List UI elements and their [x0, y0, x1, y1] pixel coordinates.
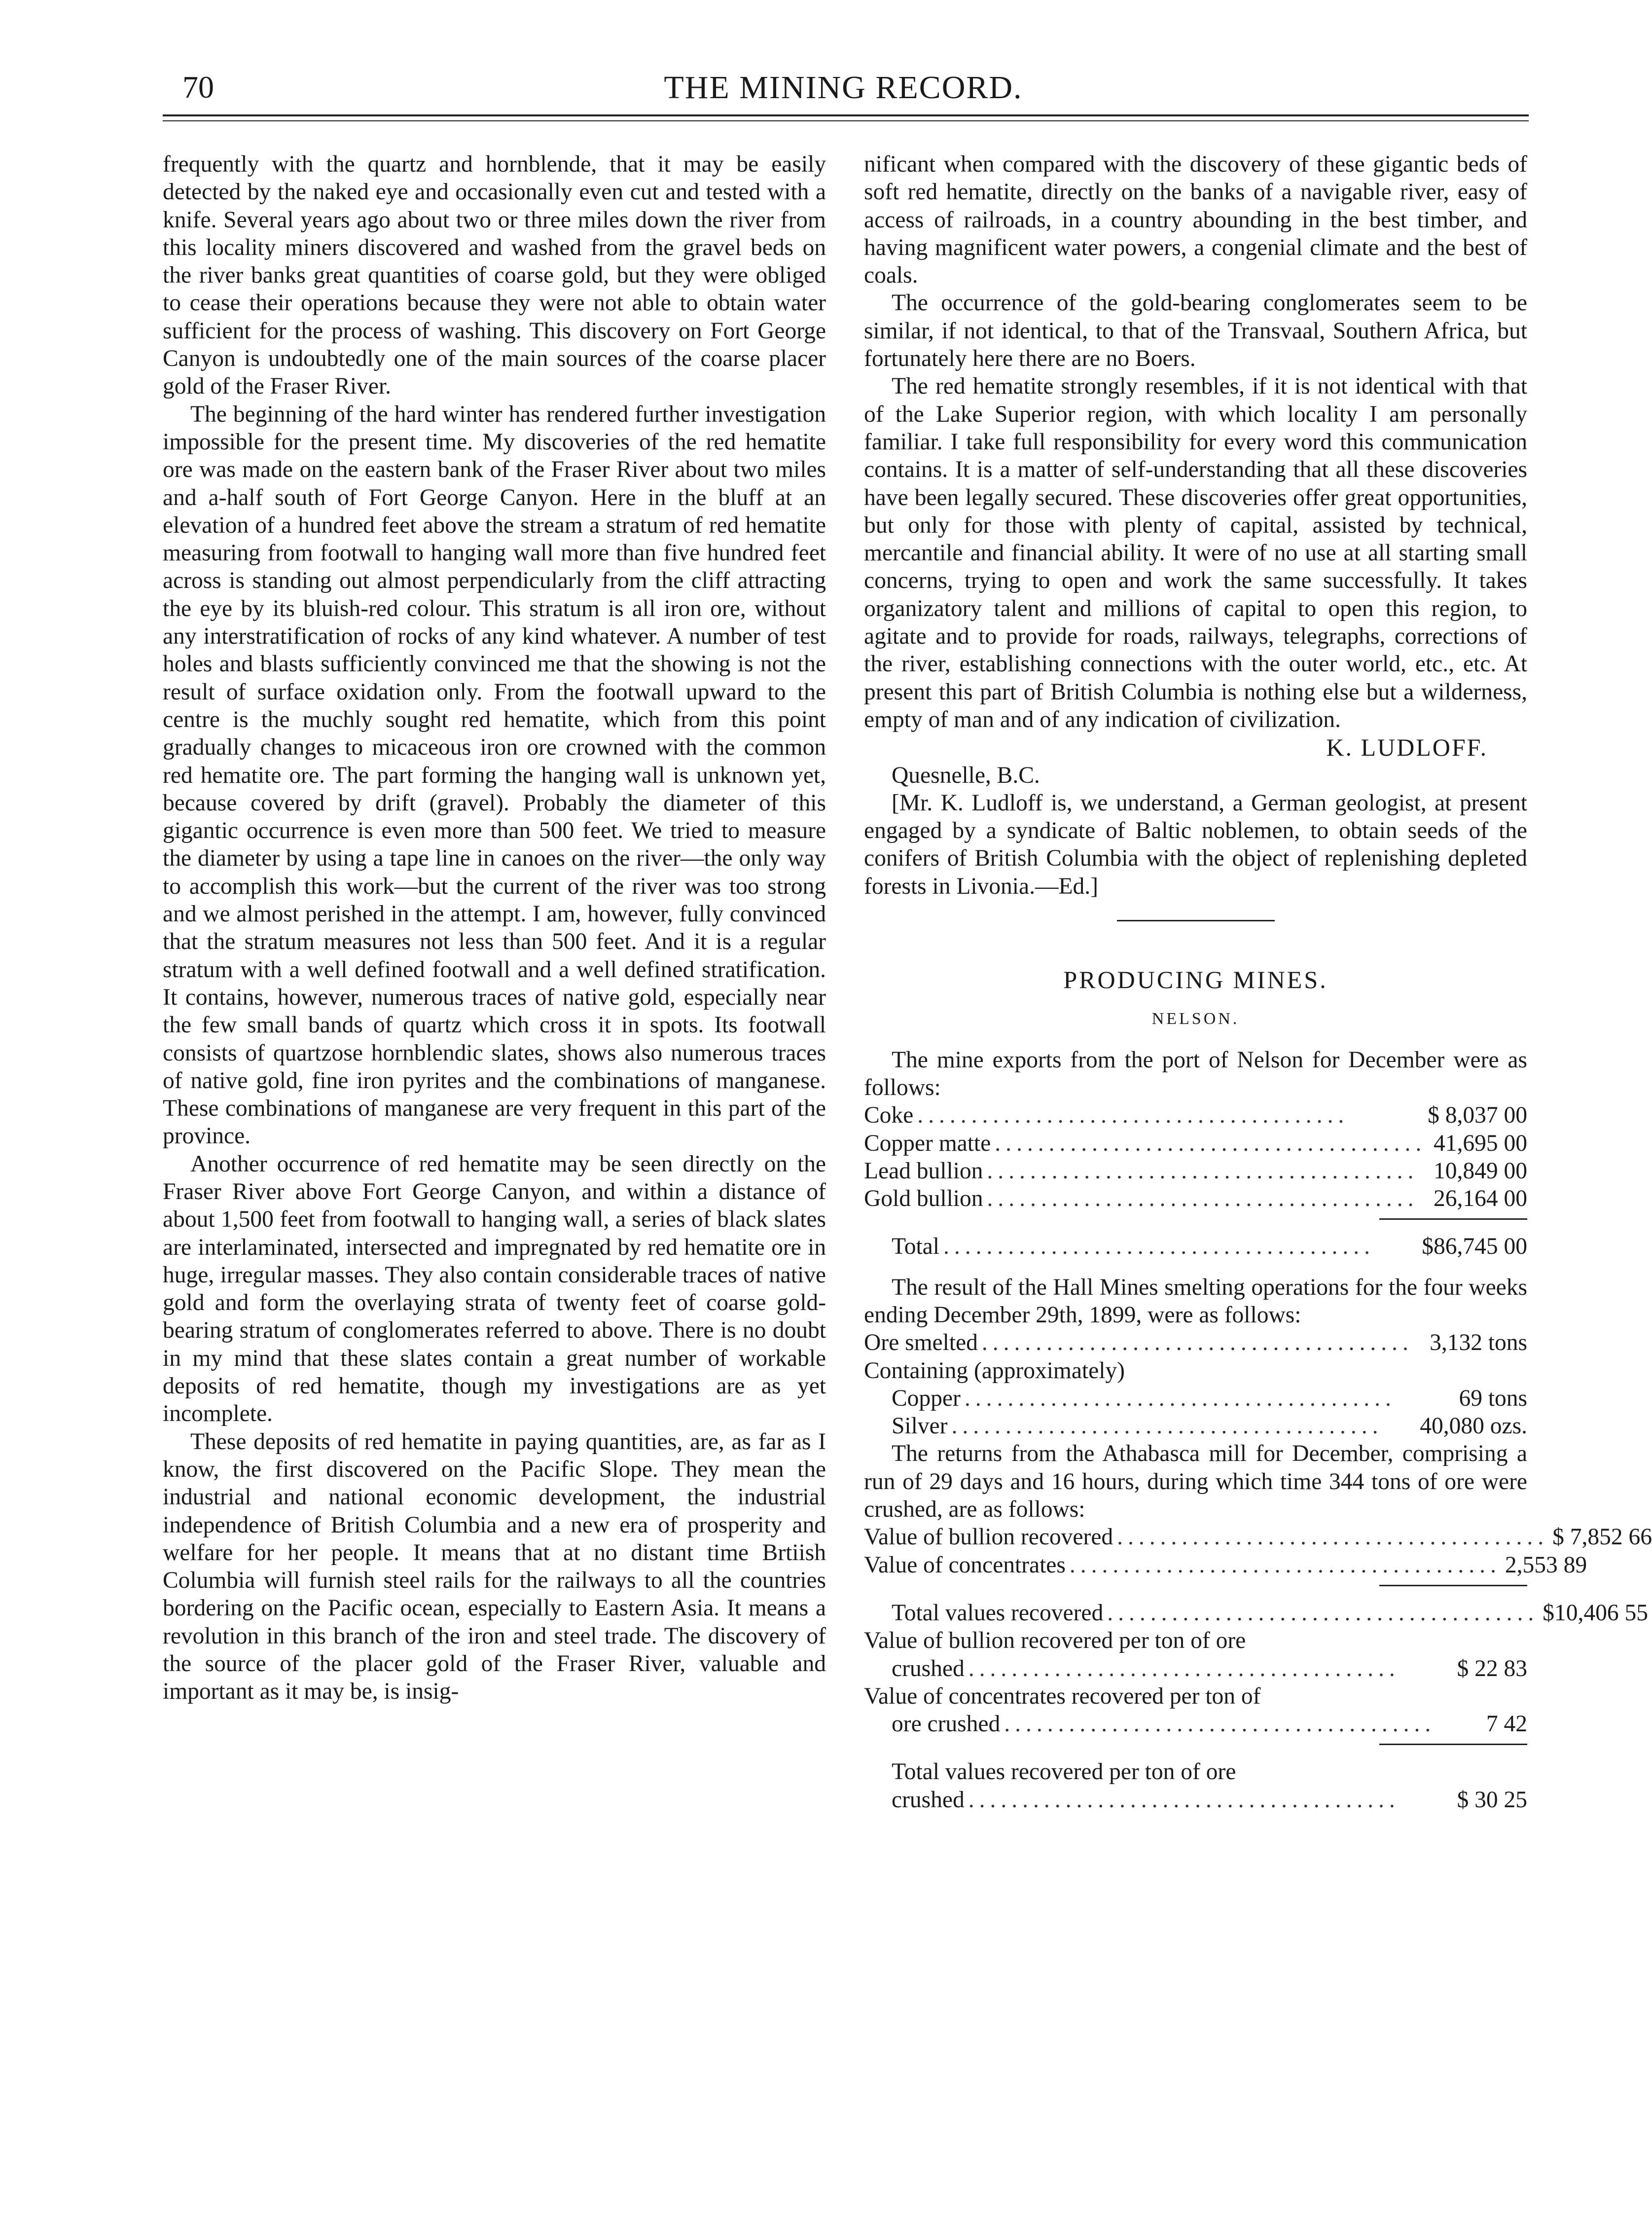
- section-title: PRODUCING MINES.: [1063, 966, 1328, 994]
- table-row-total: Total ........................................ $86,745 00: [892, 1234, 1527, 1260]
- sum-rule: [1379, 1218, 1527, 1220]
- right-column: [864, 150, 1652, 1814]
- left-column: [163, 150, 826, 1706]
- paragraph: The red hematite strongly resembles, if it is not identical with that of the Lake Superior region, with which locality I am personally familiar. I take full responsibility for every word this communication contains. It is a matter of self-understanding that all these discoveries have been legally secured. These discoveries offer great opportunities, but only for those with plenty of capital, assisted by technical, mercantile and financial ability. It were of no use at all starting small concerns, trying to open and work the same successfully. It takes organizatory talent and millions of capital to open this region, to agitate and to provide for roads, railways, telegraphs, corrections of the river, establishing connections with the outer world, etc., etc. At present this part of British Columbia is nothing else but a wilderness, empty of man and of any indication of civilization.: [864, 373, 1527, 732]
- containing-label: Containing (approximately): [864, 1357, 1125, 1384]
- author-signature: K. LUDLOFF.: [1326, 733, 1488, 762]
- athabasca-intro: The returns from the Athabasca mill for December, comprising a run of 29 days and 16 hours, during which time 344 tons of ore were crushed, are as follows:: [864, 1441, 1527, 1523]
- section-divider: [1117, 920, 1275, 921]
- table-row-label: Value of concentrates recovered per ton of: [864, 1683, 1261, 1709]
- table-row: Copper ........................................ 69 tons: [892, 1385, 1527, 1411]
- paragraph: nificant when compared with the discovery of these gigantic beds of soft red hematite, directly on the banks of a navigable river, easy of access of railroads, in a country abounding in the best timber, and having magnificent water powers, a congenial climate and the best of coals.: [864, 151, 1527, 289]
- table-row: ore crushed ........................................ 7 42: [892, 1711, 1527, 1737]
- page-header: [163, 69, 1524, 113]
- table-row: Gold bullion ........................................ 26,164 00: [864, 1186, 1527, 1212]
- page-number: 70: [182, 70, 214, 105]
- paragraph: The occurrence of the gold-bearing conglomerates seem to be similar, if not identical, to that of the Transvaal, Southern Africa, but fortunately here there are no Boers.: [864, 290, 1527, 372]
- hall-mines-intro: The result of the Hall Mines smelting operations for the four weeks ending December 29th, 1899, were as follows:: [864, 1274, 1527, 1328]
- dateline: Quesnelle, B.C.: [892, 762, 1040, 788]
- header-rule-top: [163, 114, 1529, 116]
- table-row: Silver ........................................ 40,080 ozs.: [892, 1413, 1527, 1439]
- editor-note: [Mr. K. Ludloff is, we understand, a German geologist, at present engaged by a syndicate of Baltic noblemen, to obtain seeds of the conifers of British Columbia with the object of replenishing depleted forests in Livonia.—Ed.]: [864, 790, 1527, 899]
- table-row-label: Value of bullion recovered per ton of ore: [864, 1628, 1246, 1654]
- table-row: crushed ........................................ $ 22 83: [892, 1655, 1527, 1681]
- sum-rule: [1379, 1744, 1527, 1745]
- table-row: Coke ........................................ $ 8,037 00: [864, 1102, 1527, 1129]
- sum-rule: [1379, 1585, 1527, 1586]
- table-row: Value of bullion recovered ........................................ $ 7,852 66: [864, 1524, 1652, 1550]
- journal-title: THE MINING RECORD.: [664, 70, 1023, 106]
- table-row: Copper matte ........................................ 41,695 00: [864, 1130, 1527, 1156]
- header-rule-bottom: [163, 120, 1529, 121]
- paragraph: frequently with the quartz and hornblende, that it may be easily detected by the naked eye and occasionally even cut and tested with a knife. Several years ago about two or three miles down the river from this locality miners discovered and washed from the gravel beds on the river banks great quantities of coarse gold, but they were obliged to cease their operations because they were not able to obtain water sufficient for the process of washing. This discovery on Fort George Canyon is undoubtedly one of the main sources of the coarse placer gold of the Fraser River.: [163, 151, 826, 400]
- subsection-title: NELSON.: [1151, 1010, 1240, 1028]
- table-row: Value of concentrates ........................................ 2,553 89: [864, 1552, 1587, 1578]
- paragraph: The beginning of the hard winter has rendered further investigation impossible for the present time. My discoveries of the red hematite ore was made on the eastern bank of the Fraser River about two miles and a-half south of Fort George Canyon. Here in the bluff at an elevation of a hundred feet above the stream a stratum of red hematite measuring from footwall to hanging wall more than five hundred feet across is standing out almost perpendicularly from the cliff attracting the eye by its bluish-red colour. This stratum is all iron ore, without any interstratification of rocks of any kind whatever. A number of test holes and blasts sufficiently convinced me that the showing is not the result of surface oxidation only. From the footwall upward to the centre is the muchly sought red hematite, which from this point gradually changes to micaceous iron ore crowned with the common red hematite ore. The part forming the hanging wall is unknown yet, because covered by drift (gravel). Probably the diameter of this gigantic occurrence is even more than 500 feet. We tried to measure the diameter by using a tape line in canoes on the river—the only way to accomplish this work—but the current of the river was too strong and we almost perished in the attempt. I am, however, fully convinced that the stratum measures not less than 500 feet. And it is a regular stratum with a well defined footwall and a well defined stratification. It contains, however, numerous traces of native gold, especially near the few small bands of quartz which cross it in spots. Its footwall consists of quartzose hornblendic slates, shows also numerous traces of native gold, fine iron pyrites and the combinations of manganese. These combinations of manganese are very frequent in this part of the province.: [163, 401, 826, 1149]
- table-row: Lead bullion ........................................ 10,849 00: [864, 1158, 1527, 1184]
- paragraph: Another occurrence of red hematite may be seen directly on the Fraser River above Fort George Canyon, and within a distance of about 1,500 feet from footwall to hanging wall, a series of black slates are interlaminated, intersected and impregnated by red hematite ore in huge, irregular masses. They also contain considerable traces of native gold and form the overlaying strata of twenty feet of coarse gold-bearing stratum of conglomerates referred to above. There is no doubt in my mind that these slates contain a great number of workable deposits of red hematite, though my investigations are as yet incomplete.: [163, 1151, 826, 1427]
- table-row-total: Total values recovered ........................................ $10,406 55: [892, 1600, 1648, 1626]
- exports-intro: The mine exports from the port of Nelson for December were as follows:: [864, 1047, 1527, 1100]
- paragraph: These deposits of red hematite in paying quantities, are, as far as I know, the first discovered on the Pacific Slope. They mean the industrial and national economic development, the industrial independence of British Columbia and a new era of prosperity and welfare for her people. It means that at no distant time Brtiish Columbia will furnish steel rails for the railways to all the countries bordering on the Pacific ocean, especially to Eastern Asia. It means a revolution in this branch of the iron and steel trade. The discovery of the source of the placer gold of the Fraser River, valuable and important as it may be, is insig-: [163, 1428, 826, 1705]
- table-row: Ore smelted ........................................ 3,132 tons: [864, 1330, 1527, 1356]
- table-row-total: crushed ........................................ $ 30 25: [892, 1787, 1527, 1813]
- table-row-label: Total values recovered per ton of ore: [892, 1759, 1236, 1785]
